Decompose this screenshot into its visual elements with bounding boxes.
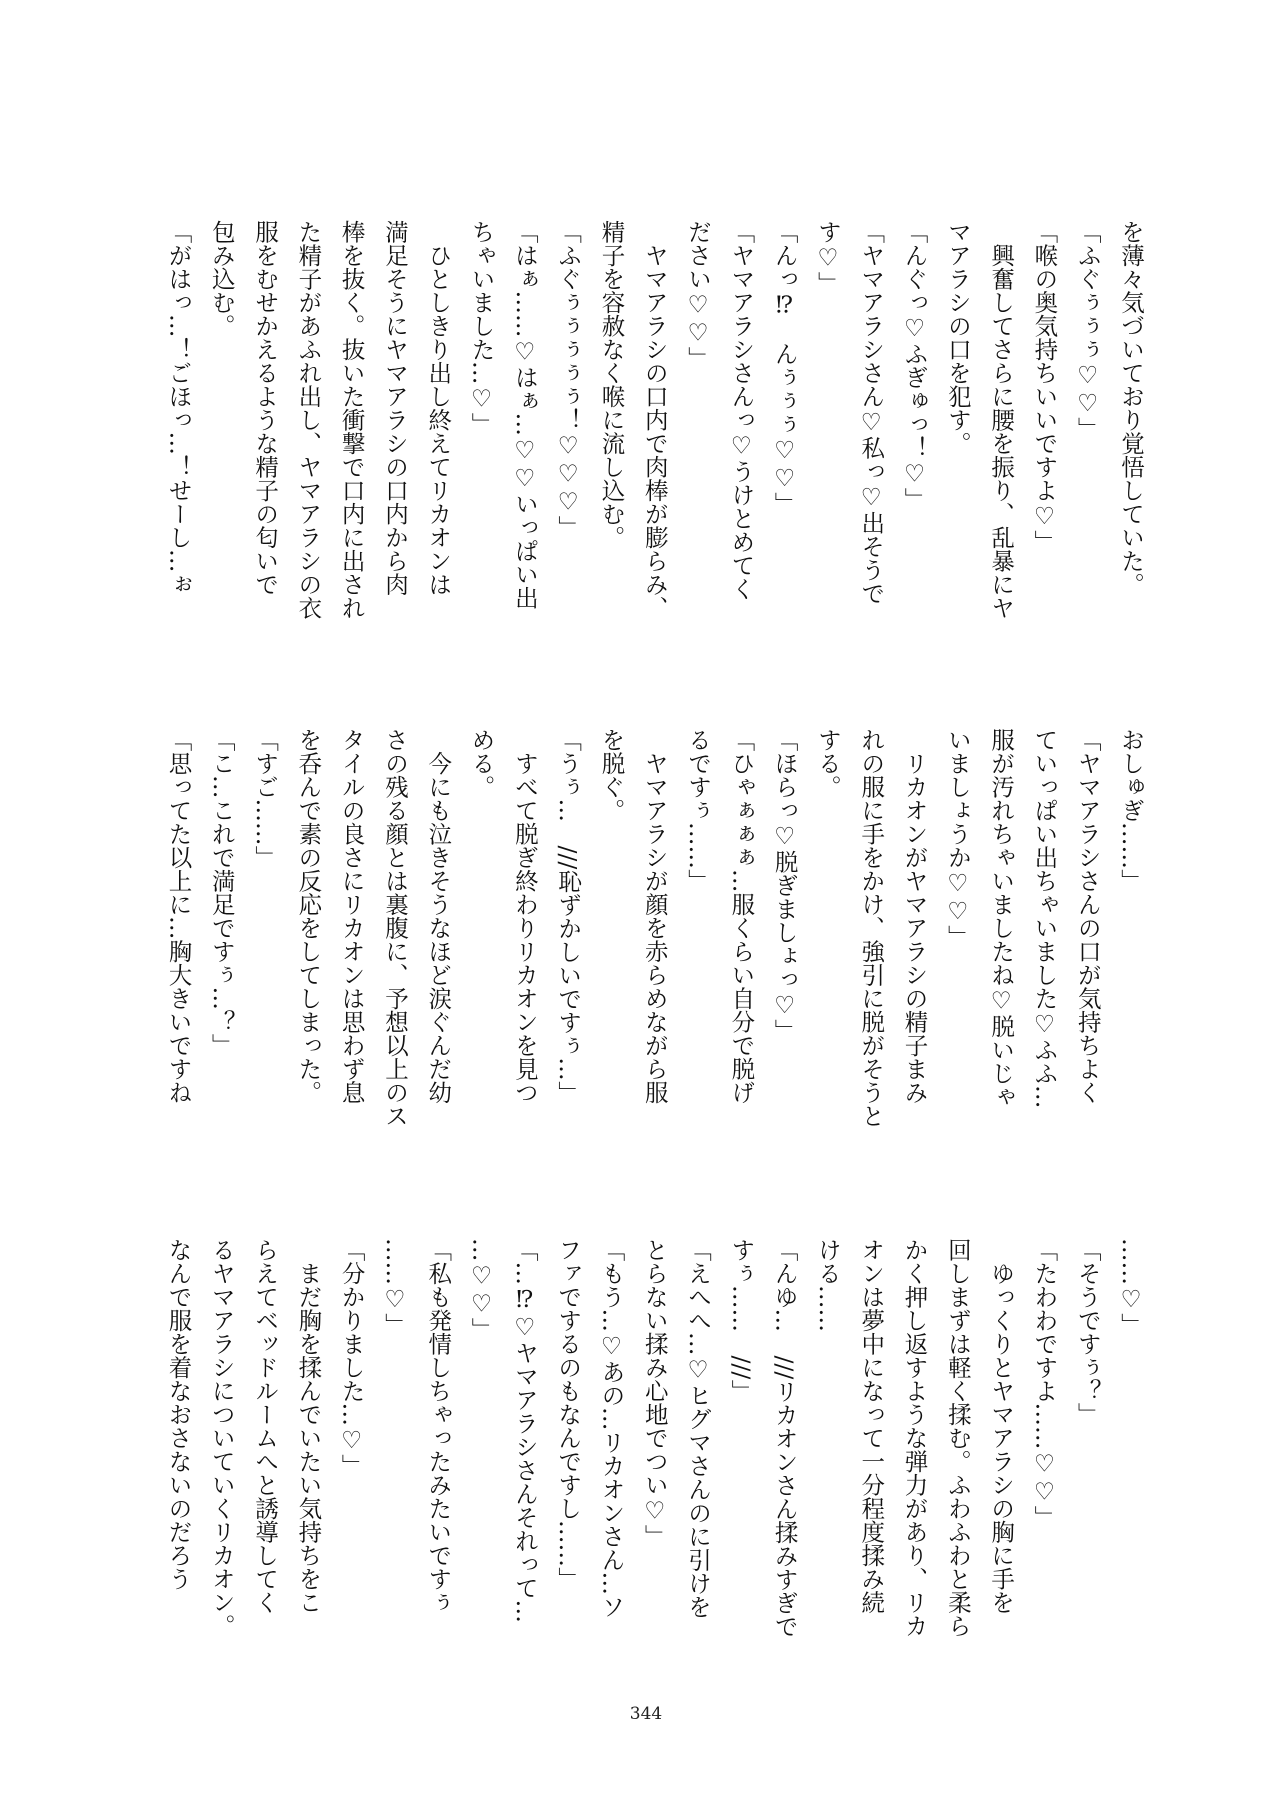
text-column: まだ胸を揉んでいたい気持ちをこ [294,1238,323,1614]
text-column: 「こ…これで満足ですぅ…？」 [207,728,236,1057]
text-column: ヤマアラシが顔を赤らめながら服 [640,728,669,1104]
text-column: なんで服を着なおさないのだろう [164,1238,193,1591]
text-column: ……♡」 [1117,1238,1145,1337]
text-column: すべて脱ぎ終わりリカオンを見つ [510,728,539,1104]
text-column: 「…⁉♡ヤマアラシさんそれって… [510,1238,539,1623]
text-column: 包み込む。 [207,220,236,338]
text-column: た精子があふれ出し、ヤマアラシの衣 [294,220,323,620]
text-column: 回しまずは軽く揉む。ふわふわと柔ら [943,1238,972,1638]
text-column: 「ヤマアラシさんの口が気持ちよく [1073,728,1102,1104]
text-column: 「そうですぅ？」 [1073,1238,1102,1426]
text-column: ファでするのもなんですし……」 [554,1238,583,1591]
text-tier-bottom [156,1238,1152,1642]
text-column: 「んっ⁉ んぅぅぅ♡♡」 [770,220,799,516]
text-tier-middle [156,728,1152,1132]
text-column: ゆっくりとヤマアラシの胸に手を [987,1238,1016,1614]
text-column: いましょうか♡♡」 [943,728,972,949]
text-column: ちゃいました…♡」 [467,220,496,436]
text-column: 「私も発情しちゃったみたいですぅ [424,1238,453,1614]
text-column: 「分かりました…♡」 [337,1238,366,1478]
text-column: す♡」 [813,220,842,295]
text-column: オンは夢中になって一分程度揉み続 [857,1238,886,1614]
page-number: 344 [629,1704,663,1724]
text-column: ださい♡♡」 [684,220,713,370]
text-column: 「んぐっ♡ふぎゅっ！♡」 [900,220,929,511]
text-column: 棒を抜く。抜いた衝撃で口内に出され [337,220,366,620]
text-column: 今にも泣きそうなほど涙ぐんだ幼 [424,728,453,1104]
text-column: 「ヤマアラシさんっ♡うけとめてく [727,220,756,601]
text-column: ヤマアラシの口内で肉棒が膨らみ、 [640,220,669,620]
text-column: とらない揉み心地でつい♡」 [640,1238,669,1548]
text-column: 満足そうにヤマアラシの口内から肉 [380,220,409,596]
text-column: める。 [467,728,496,799]
text-column: 「がはっ…！ごほっ…！せーし…ぉ [164,220,193,596]
text-column: おしゅぎ……」 [1117,728,1145,893]
text-column: るですぅ……」 [684,728,713,893]
text-column: …♡♡」 [467,1238,496,1341]
text-column: 服をむせかえるような精子の匂いで [251,220,280,596]
text-column: を呑んで素の反応をしてしまった。 [294,728,323,1104]
text-column: 「うぅ… ///恥ずかしいですぅ…」 [554,728,583,1105]
text-column: 「もう…♡あの…リカオンさん…ソ [597,1238,626,1619]
text-column: ける…… [813,1238,842,1332]
text-column: 「はぁ……♡はぁ…♡♡いっぱい出 [510,220,539,610]
text-column: 「ヤマアラシさん♡私っ♡出そうで [857,220,886,605]
text-column: 「すご……」 [251,728,280,869]
text-column: らえてベッドルームへと誘導してく [251,1238,280,1614]
text-column: ていっぱい出ちゃいました♡ふふ… [1030,728,1059,1109]
text-column: ……♡」 [380,1238,409,1337]
text-column: 「ふぐぅぅぅぅぅ！♡♡♡」 [554,220,583,539]
text-column: マアラシの口を犯す。 [943,220,972,455]
text-column: リカオンがヤマアラシの精子まみ [900,728,929,1104]
text-column: 「ほらっ♡脱ぎましょっ♡」 [770,728,799,1043]
text-column: 「んゆ… ///リカオンさん揉みすぎで [770,1238,799,1638]
text-column: を脱ぐ。 [597,728,626,822]
text-column: タイルの良さにリカオンは思わず息 [337,728,366,1104]
text-column: れの服に手をかけ、強引に脱がそうと [857,728,886,1128]
text-column: を薄々気づいており覚悟していた。 [1117,220,1145,596]
text-column: 服が汚れちゃいましたね♡脱いじゃ [987,728,1016,1109]
text-column: 「ひゃぁぁぁ…服くらい自分で脱げ [727,728,756,1104]
text-column: 興奮してさらに腰を振り、乱暴にヤ [987,220,1016,620]
text-column: する。 [813,728,842,799]
text-column: 「えへへ…♡ヒグマさんのに引けを [684,1238,713,1619]
text-column: すぅ…… ///」 [727,1238,756,1403]
text-column: 「思ってた以上に…胸大きいですね [164,728,193,1104]
text-column: かく押し返すような弾力があり、リカ [900,1238,929,1638]
text-column: さの残る顔とは裏腹に、予想以上のス [380,728,409,1128]
text-column: 「ふぐぅぅぅ♡♡」 [1073,220,1102,441]
text-column: 「たわわですよ……♡♡」 [1030,1238,1059,1529]
text-column: るヤマアラシについていくリカオン。 [207,1238,236,1638]
text-column: ひとしきり出し終えてリカオンは [424,220,453,596]
text-column: 精子を容赦なく喉に流し込む。 [597,220,626,549]
text-column: 「喉の奥気持ちいいですよ♡」 [1030,220,1059,554]
text-tier-top [156,220,1152,624]
